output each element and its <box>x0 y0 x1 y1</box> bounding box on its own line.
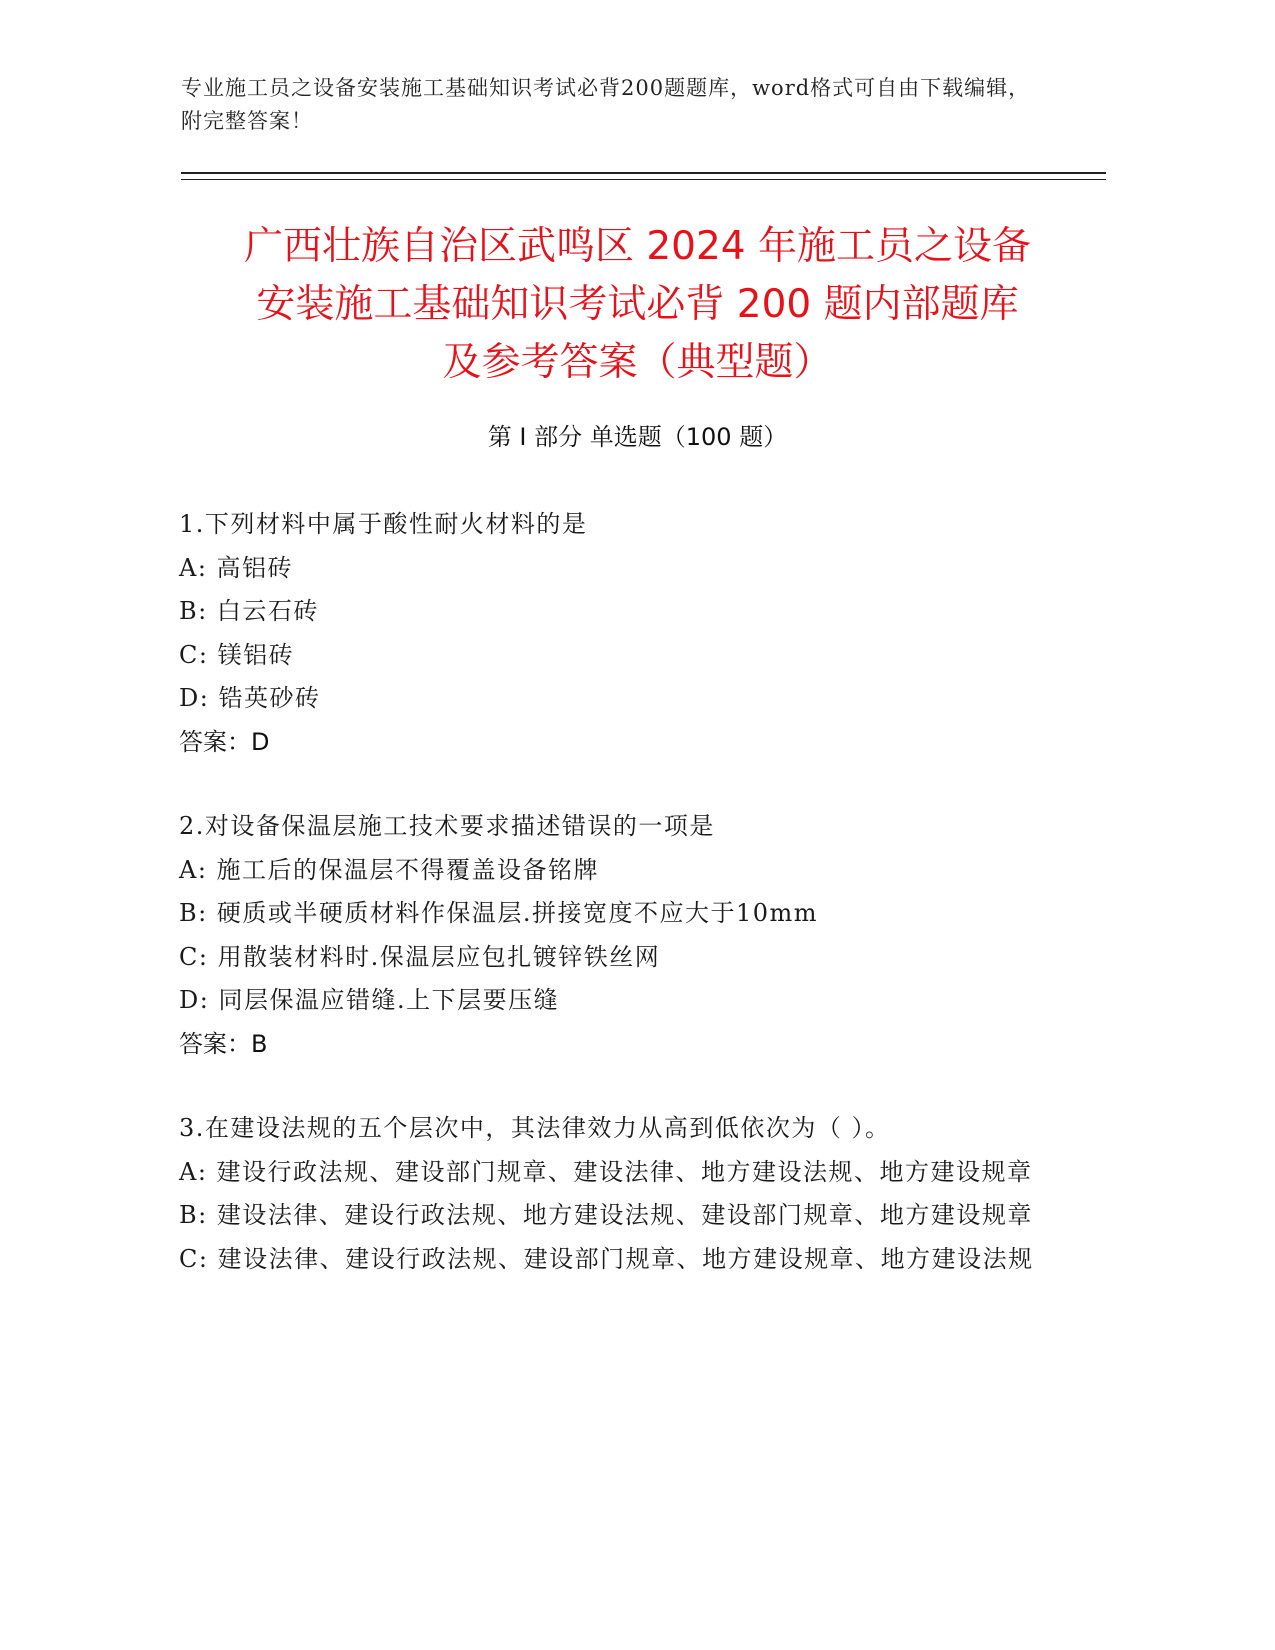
header-rule-thin <box>181 179 1106 180</box>
document-title-line: 广西壮族自治区武鸣区 2024 年施工员之设备 <box>243 224 1032 269</box>
document-title-line: 安装施工基础知识考试必背 200 题内部题库 <box>256 282 1019 327</box>
question-stem: 2.对设备保温层施工技术要求描述错误的一项是 <box>179 812 715 840</box>
question-option: B: 硬质或半硬质材料作保温层.拼接宽度不应大于10mm <box>179 899 819 927</box>
question-option: C: 镁铝砖 <box>179 640 295 669</box>
question-item <box>179 805 1039 1066</box>
question-option: A: 高铝砖 <box>179 553 294 582</box>
question-stem: 3.在建设法规的五个层次中，其法律效力从高到低依次为（ ）。 <box>179 1114 891 1142</box>
question-item <box>179 1107 1039 1281</box>
header-rule-thick <box>181 172 1106 174</box>
question-option: A: 建设行政法规、建设部门规章、建设法律、地方建设法规、地方建设规章 <box>179 1157 1033 1186</box>
question-stem: 1.下列材料中属于酸性耐火材料的是 <box>179 510 588 538</box>
question-option: C: 用散装材料时.保温层应包扎镀锌铁丝网 <box>179 942 661 971</box>
question-option: B: 白云石砖 <box>179 597 319 625</box>
question-answer: 答案：B <box>179 1029 268 1058</box>
document-title-line: 及参考答案（典型题） <box>442 340 833 385</box>
document-title <box>150 218 1125 392</box>
question-option: D: 锆英砂砖 <box>179 684 321 712</box>
question-item <box>179 503 1039 764</box>
question-option: C: 建设法律、建设行政法规、建设部门规章、地方建设规章、地方建设法规 <box>179 1244 1034 1273</box>
section-heading: 第 I 部分 单选题（100 题） <box>487 423 788 451</box>
question-option: D: 同层保温应错缝.上下层要压缝 <box>179 986 560 1014</box>
question-list <box>179 503 1039 1322</box>
question-option: A: 施工后的保温层不得覆盖设备铭牌 <box>179 855 600 884</box>
header-note: 专业施工员之设备安装施工基础知识考试必背200题题库，word格式可自由下载编辑，附完整答案！ <box>181 76 1031 133</box>
question-answer: 答案：D <box>179 727 270 756</box>
question-option: B: 建设法律、建设行政法规、地方建设法规、建设部门规章、地方建设规章 <box>179 1201 1033 1229</box>
